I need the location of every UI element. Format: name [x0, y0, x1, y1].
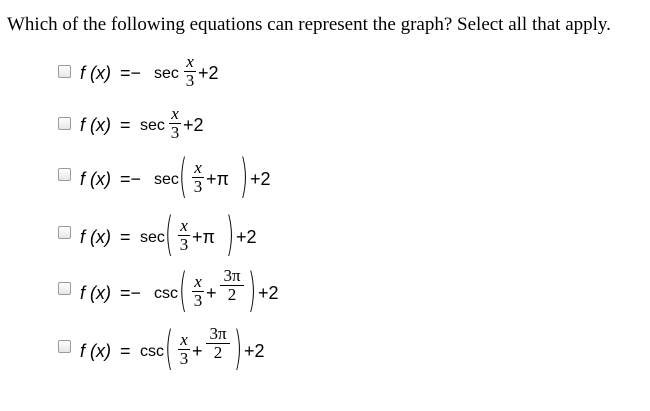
option-3-equals: =− — [120, 169, 142, 189]
option-5-function: csc — [154, 285, 178, 302]
option-6-numerator: x — [180, 330, 188, 349]
option-4-numerator: x — [180, 216, 188, 235]
option-4-plus-pi: +π — [192, 227, 215, 247]
option-5-numerator: x — [194, 272, 202, 291]
option-5-denominator-2: 2 — [220, 285, 244, 304]
option-6-fraction — [178, 331, 190, 368]
option-3-denominator: 3 — [193, 177, 203, 196]
option-6-plus: + — [192, 341, 203, 361]
option-2-numerator: x — [171, 104, 179, 123]
option-5-denominator: 3 — [193, 291, 203, 310]
option-3-right-paren: ) — [240, 149, 249, 203]
option-4-function: sec — [140, 229, 165, 246]
option-3-numerator: x — [194, 158, 202, 177]
option-6-denominator-2: 2 — [206, 343, 230, 362]
question-text: Which of the following equations can represent the graph? Select all that apply. — [7, 14, 611, 35]
option-6-fraction-2 — [206, 325, 230, 362]
option-4-right-paren: ) — [226, 207, 235, 261]
option-6-equals: = — [120, 341, 131, 361]
option-6-checkbox[interactable] — [58, 340, 71, 353]
option-1-equals: =− — [120, 63, 142, 83]
option-4-checkbox[interactable] — [58, 226, 71, 239]
option-1-checkbox[interactable] — [58, 65, 71, 78]
option-1-numerator: x — [186, 52, 194, 71]
option-2-checkbox[interactable] — [58, 117, 71, 130]
option-4-tail: +2 — [236, 227, 257, 247]
option-2-equals: = — [120, 115, 131, 135]
option-6-denominator: 3 — [179, 349, 189, 368]
option-6-lhs: f (x) — [80, 341, 111, 361]
option-6-function: csc — [140, 343, 164, 360]
option-3-fraction — [192, 159, 204, 196]
option-4-left-paren: ( — [165, 207, 174, 261]
option-5-fraction — [192, 273, 204, 310]
option-4-equals: = — [120, 227, 131, 247]
option-2-function: sec — [140, 117, 165, 134]
option-5-fraction-2 — [220, 267, 244, 304]
option-2-lhs: f (x) — [80, 115, 111, 135]
option-3-tail: +2 — [250, 169, 271, 189]
option-3-plus-pi: +π — [206, 169, 229, 189]
option-6-tail: +2 — [244, 341, 265, 361]
option-5-numerator-2: 3π — [223, 266, 241, 285]
option-5-plus: + — [206, 283, 217, 303]
option-5-checkbox[interactable] — [58, 282, 71, 295]
option-6-right-paren: ) — [234, 321, 243, 375]
option-3-function: sec — [154, 171, 179, 188]
option-1-fraction — [184, 53, 196, 90]
option-4-denominator: 3 — [179, 235, 189, 254]
option-5-tail: +2 — [258, 283, 279, 303]
option-5-left-paren: ( — [179, 263, 188, 317]
option-1-tail: +2 — [198, 63, 219, 83]
option-2-fraction — [169, 105, 181, 142]
option-1-lhs: f (x) — [80, 63, 111, 83]
option-1-function: sec — [154, 65, 179, 82]
option-5-right-paren: ) — [248, 263, 257, 317]
option-5-lhs: f (x) — [80, 283, 111, 303]
option-6-left-paren: ( — [165, 321, 174, 375]
option-1-denominator: 3 — [185, 71, 195, 90]
option-3-checkbox[interactable] — [58, 168, 71, 181]
option-6-numerator-2: 3π — [209, 324, 227, 343]
option-3-left-paren: ( — [179, 149, 188, 203]
option-4-lhs: f (x) — [80, 227, 111, 247]
option-3-lhs: f (x) — [80, 169, 111, 189]
option-4-fraction — [178, 217, 190, 254]
option-5-equals: =− — [120, 283, 142, 303]
option-2-denominator: 3 — [170, 123, 180, 142]
option-2-tail: +2 — [183, 115, 204, 135]
